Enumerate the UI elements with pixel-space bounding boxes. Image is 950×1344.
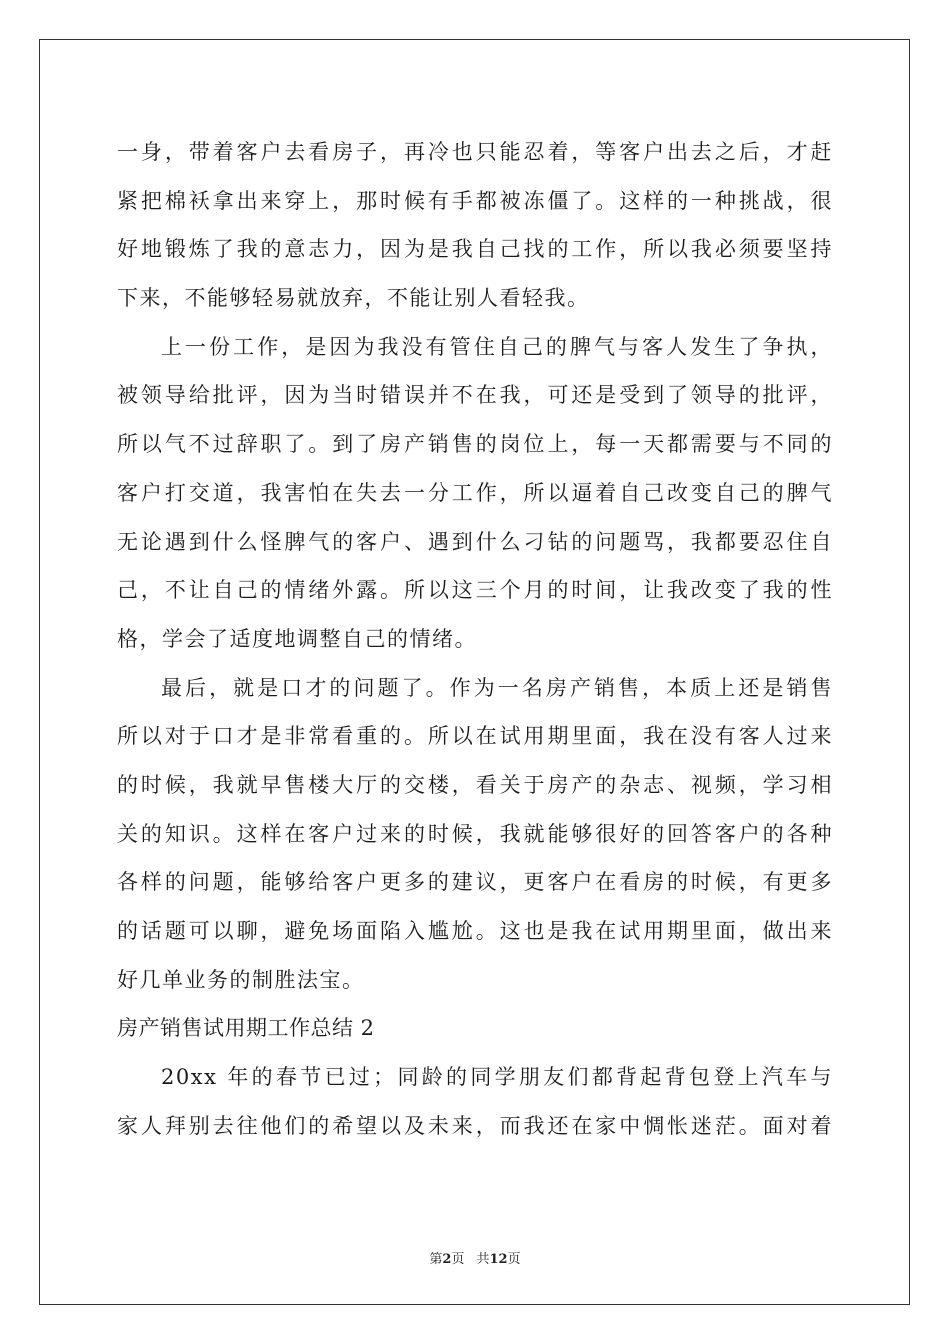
text-line: 的时候，我就早售楼大厅的交楼，看关于房产的杂志、视频，学习相 — [117, 772, 833, 797]
total-page-count: 12 — [489, 1252, 508, 1267]
current-page-number: 2 — [442, 1252, 452, 1267]
paragraph-first-line: 上一份工作，是因为我没有管住自己的脾气与客人发生了争执， — [161, 334, 833, 359]
text-line: 关的知识。这样在客户过来的时候，我就能够很好的回答客户的各种 — [117, 821, 833, 846]
document-body — [117, 128, 833, 1150]
text-line: 所以对于口才是非常看重的。所以在试用期里面，我在没有客人过来 — [117, 724, 833, 749]
paragraph-first-line: 20xx 年的春节已过；同龄的同学朋友们都背起背包登上汽车与 — [161, 1065, 833, 1090]
text-line: 下来，不能够轻易就放弃，不能让别人看轻我。 — [117, 286, 590, 311]
text-line: 己，不让自己的情绪外露。所以这三个月的时间，让我改变了我的性 — [117, 578, 833, 603]
section-heading: 房产销售试用期工作总结 2 — [117, 1016, 375, 1041]
text-line: 家人拜别去往他们的希望以及未来，而我还在家中惆怅迷茫。面对着 — [117, 1113, 833, 1138]
text-line: 好几单业务的制胜法宝。 — [117, 967, 365, 992]
total-prefix: 共 — [476, 1252, 490, 1267]
text-line: 各样的问题，能够给客户更多的建议，更客户在看房的时候，有更多 — [117, 870, 833, 895]
text-line: 被领导给批评，因为当时错误并不在我，可还是受到了领导的批评， — [117, 383, 833, 408]
total-unit: 页 — [507, 1252, 521, 1267]
text-line: 的话题可以聊，避免场面陷入尴尬。这也是我在试用期里面，做出来 — [117, 919, 833, 943]
page-prefix: 第 — [429, 1252, 443, 1267]
text-line: 一身，带着客户去看房子，再冷也只能忍着，等客户出去之后，才赶 — [117, 140, 833, 164]
text-line: 所以气不过辞职了。到了房产销售的岗位上，每一天都需要与不同的 — [117, 432, 833, 457]
page-footer — [0, 1248, 950, 1267]
page-unit: 页 — [451, 1252, 465, 1267]
text-line: 格，学会了适度地调整自己的情绪。 — [117, 626, 477, 651]
text-line: 客户打交道，我害怕在失去一分工作，所以逼着自己改变自己的脾气 — [117, 480, 833, 505]
paragraph-first-line: 最后，就是口才的问题了。作为一名房产销售，本质上还是销售 — [161, 675, 833, 700]
text-line: 无论遇到什么怪脾气的客户、遇到什么刁钻的问题骂，我都要忍住自 — [117, 529, 833, 554]
text-line: 好地锻炼了我的意志力，因为是我自己找的工作，所以我必须要坚持 — [117, 237, 833, 262]
text-line: 紧把棉袄拿出来穿上，那时候有手都被冻僵了。这样的一种挑战，很 — [117, 188, 833, 213]
